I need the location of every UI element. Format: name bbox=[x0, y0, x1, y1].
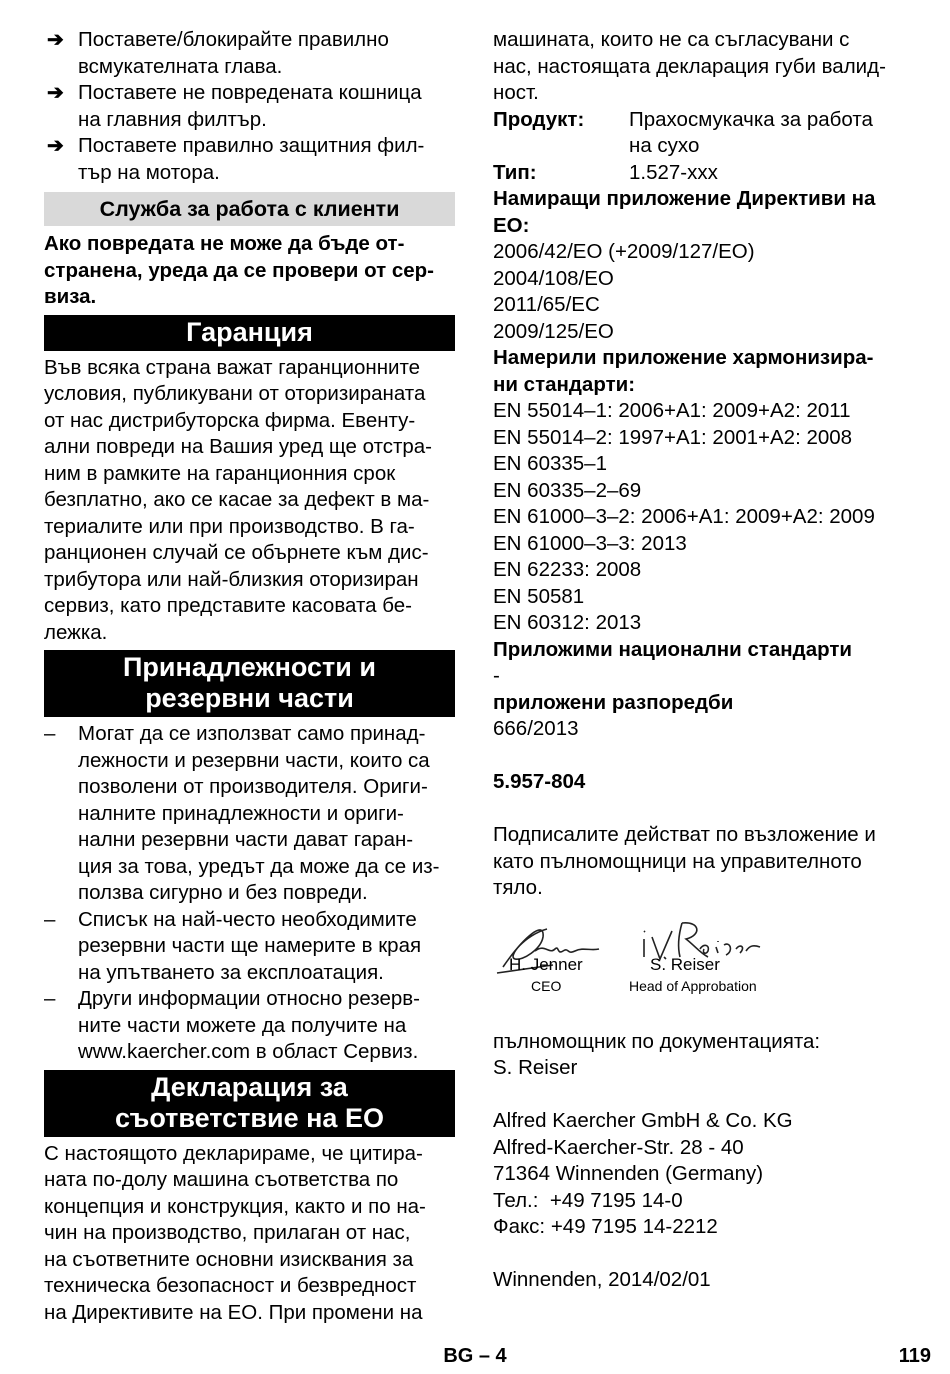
text-line: тяло. bbox=[493, 876, 543, 899]
text-line: виза. bbox=[44, 285, 97, 308]
text-line: трибутора или най-близкия оторизиран bbox=[44, 567, 419, 591]
standard-item: EN 60335–2–69 bbox=[493, 478, 642, 502]
bullet-line: Поставете не повредената кошница bbox=[78, 81, 422, 104]
signatories-text bbox=[493, 822, 913, 902]
text-line: резервни части ще намерите в края bbox=[78, 934, 422, 957]
text-line: Намиращи приложение Директиви на bbox=[493, 187, 876, 210]
list-item bbox=[44, 721, 455, 907]
text-line: ални повреди на Вашия уред ще отстра- bbox=[44, 435, 433, 458]
documentation-representative-label: пълномощник по документацията: bbox=[493, 1029, 821, 1053]
right-column bbox=[493, 27, 913, 1294]
declaration-continued bbox=[493, 27, 913, 107]
text-line: ЕО: bbox=[493, 213, 530, 237]
bullet-line: всмукателната глава. bbox=[78, 54, 283, 78]
text-line: ните части можете да получите на bbox=[78, 1013, 407, 1037]
type-row bbox=[493, 160, 913, 187]
declaration-text bbox=[44, 1141, 455, 1327]
standard-item: EN 61000–3–2: 2006+A1: 2009+A2: 2009 bbox=[493, 505, 875, 528]
warranty-text bbox=[44, 355, 455, 647]
bullet-line: Поставете правилно защитния фил- bbox=[78, 134, 425, 157]
directives-heading bbox=[493, 186, 913, 239]
standard-item: EN 55014–1: 2006+A1: 2009+A2: 2011 bbox=[493, 399, 851, 422]
text-line: С настоящото декларираме, че цитира- bbox=[44, 1141, 423, 1165]
text-line: ция за това, уредът да може да се из- bbox=[78, 854, 440, 878]
text-line: Ако повредата не може да бъде от- bbox=[44, 232, 405, 255]
text-line: на упътването за експлоатация. bbox=[78, 960, 384, 984]
heading-line: резервни части bbox=[145, 683, 354, 713]
standard-item: EN 55014–2: 1997+A1: 2001+A2: 2008 bbox=[493, 425, 853, 449]
service-heading: Служба за работа с клиенти bbox=[44, 192, 455, 226]
standard-item: EN 50581 bbox=[493, 584, 585, 608]
directive-item: 2004/108/ЕО bbox=[493, 266, 614, 290]
place-date: Winnenden, 2014/02/01 bbox=[493, 1268, 711, 1291]
directive-item: 2009/125/ЕО bbox=[493, 319, 614, 343]
text-line: на сухо bbox=[629, 134, 700, 157]
text-line: ни стандарти: bbox=[493, 372, 636, 396]
standard-item: EN 62233: 2008 bbox=[493, 558, 642, 581]
declaration-heading bbox=[44, 1070, 455, 1137]
dash-marker: – bbox=[44, 987, 56, 1010]
list-item bbox=[44, 907, 455, 987]
warranty-heading: Гаранция bbox=[44, 315, 455, 351]
left-column bbox=[44, 27, 455, 1326]
text-line: като пълномощници на управителното bbox=[493, 849, 862, 873]
text-line: на съответните основни изисквания за bbox=[44, 1247, 414, 1271]
signer1-role: CEO bbox=[531, 977, 562, 994]
text-line: позволени от производителя. Ориги- bbox=[78, 775, 428, 798]
bullet-line: на главния филтър. bbox=[78, 107, 267, 131]
text-line: ним в рамките на гаранционния срок bbox=[44, 461, 396, 485]
heading-line: Принадлежности и bbox=[123, 652, 376, 682]
text-line: нас, настоящата декларация губи валид- bbox=[493, 54, 886, 78]
product-value bbox=[629, 107, 913, 160]
text-line: Подписалите действат по възложение и bbox=[493, 823, 876, 846]
text-line: концепция и конструкция, както и по на- bbox=[44, 1194, 426, 1218]
text-line: Могат да се използват само принад- bbox=[78, 722, 426, 745]
text-line: ната по-долу машина съответства по bbox=[44, 1168, 399, 1191]
standards-list bbox=[493, 398, 913, 637]
bullet-item bbox=[44, 133, 455, 186]
address-line: 71364 Winnenden (Germany) bbox=[493, 1162, 764, 1185]
arrow-right-icon: ➔ bbox=[47, 135, 64, 157]
regulations-value: 666/2013 bbox=[493, 717, 579, 740]
text-line: странена, уреда да се провери от сер- bbox=[44, 258, 434, 282]
address-line: Факс: +49 7195 14-2212 bbox=[493, 1215, 718, 1238]
dash-marker: – bbox=[44, 907, 56, 931]
text-line: от нас дистрибуторска фирма. Евенту- bbox=[44, 408, 416, 432]
bullet-item bbox=[44, 27, 455, 80]
text-line: безплатно, ако се касае за дефект в ма- bbox=[44, 488, 430, 511]
text-line: Намерили приложение хармонизира- bbox=[493, 346, 874, 369]
type-value: 1.527-xxx bbox=[629, 160, 718, 184]
signer2-name: S. Reiser bbox=[650, 954, 720, 974]
signature-block bbox=[493, 915, 913, 1021]
document-number: 5.957-804 bbox=[493, 770, 586, 793]
text-line: лежности и резервни части, които са bbox=[78, 748, 430, 772]
directives-list bbox=[493, 239, 913, 345]
text-line: ност. bbox=[493, 81, 539, 104]
bullet-line: Поставете/блокирайте правилно bbox=[78, 28, 389, 51]
arrow-right-icon: ➔ bbox=[47, 29, 64, 51]
text-line: www.kaercher.com в област Сервиз. bbox=[78, 1040, 419, 1063]
arrow-right-icon: ➔ bbox=[47, 82, 64, 104]
text-line: налните принадлежности и ориги- bbox=[78, 801, 404, 825]
standard-item: EN 60312: 2013 bbox=[493, 611, 642, 634]
dash-marker: – bbox=[44, 722, 56, 745]
text-line: ползва сигурно и без повреди. bbox=[78, 881, 368, 904]
text-line: Други информации относно резерв- bbox=[78, 987, 420, 1010]
footer-section-label: BG – 4 bbox=[443, 1345, 507, 1367]
type-label: Тип: bbox=[493, 160, 537, 184]
text-line: сервиз, като представите касовата бе- bbox=[44, 594, 412, 617]
text-line: на Директивите на ЕО. При промени на bbox=[44, 1300, 423, 1324]
heading-line: Декларация за bbox=[151, 1071, 348, 1102]
bullet-line: тър на мотора. bbox=[78, 160, 220, 184]
regulations-heading: приложени разпоредби bbox=[493, 690, 734, 714]
text-line: нални резервни части дават гаран- bbox=[78, 828, 414, 851]
signer1-name: H. Jenner bbox=[509, 954, 583, 974]
standard-item: EN 60335–1 bbox=[493, 452, 607, 475]
standards-heading bbox=[493, 345, 913, 398]
product-row bbox=[493, 107, 913, 160]
text-line: Във всяка страна важат гаранционните bbox=[44, 355, 421, 379]
product-label: Продукт: bbox=[493, 107, 585, 131]
national-standards-heading: Приложими национални стандарти bbox=[493, 637, 852, 661]
text-line: лежка. bbox=[44, 620, 108, 644]
text-line: техническа безопасност и безвредност bbox=[44, 1274, 417, 1297]
text-line: ранционен случай се обърнете към дис- bbox=[44, 541, 429, 564]
text-line: условия, публикувани от оторизираната bbox=[44, 382, 426, 405]
directive-item: 2006/42/ЕО (+2009/127/ЕО) bbox=[493, 240, 755, 263]
national-standards-value: - bbox=[493, 664, 500, 687]
directive-item: 2011/65/ЕС bbox=[493, 293, 600, 316]
signer2-role: Head of Approbation bbox=[629, 977, 757, 994]
company-address bbox=[493, 1108, 913, 1241]
accessories-heading bbox=[44, 650, 455, 717]
documentation-representative-name: S. Reiser bbox=[493, 1056, 578, 1079]
address-line: Тел.: +49 7195 14-0 bbox=[493, 1188, 683, 1212]
text-line: Прахосмукачка за работа bbox=[629, 107, 873, 131]
text-line: чин на производство, прилаган от нас, bbox=[44, 1221, 411, 1244]
text-line: териалите или при производство. В га- bbox=[44, 514, 415, 538]
service-text bbox=[44, 231, 455, 311]
standard-item: EN 61000–3–3: 2013 bbox=[493, 531, 687, 555]
address-line: Alfred-Kaercher-Str. 28 - 40 bbox=[493, 1135, 744, 1159]
bullet-item bbox=[44, 80, 455, 133]
page-number: 119 bbox=[898, 1345, 931, 1367]
text-line: Списък на най-често необходимите bbox=[78, 907, 417, 931]
text-line: машината, които не са съгласувани с bbox=[493, 28, 850, 51]
list-item bbox=[44, 986, 455, 1066]
address-line: Alfred Kaercher GmbH & Co. KG bbox=[493, 1109, 793, 1132]
heading-line: съответствие на ЕО bbox=[115, 1102, 384, 1133]
